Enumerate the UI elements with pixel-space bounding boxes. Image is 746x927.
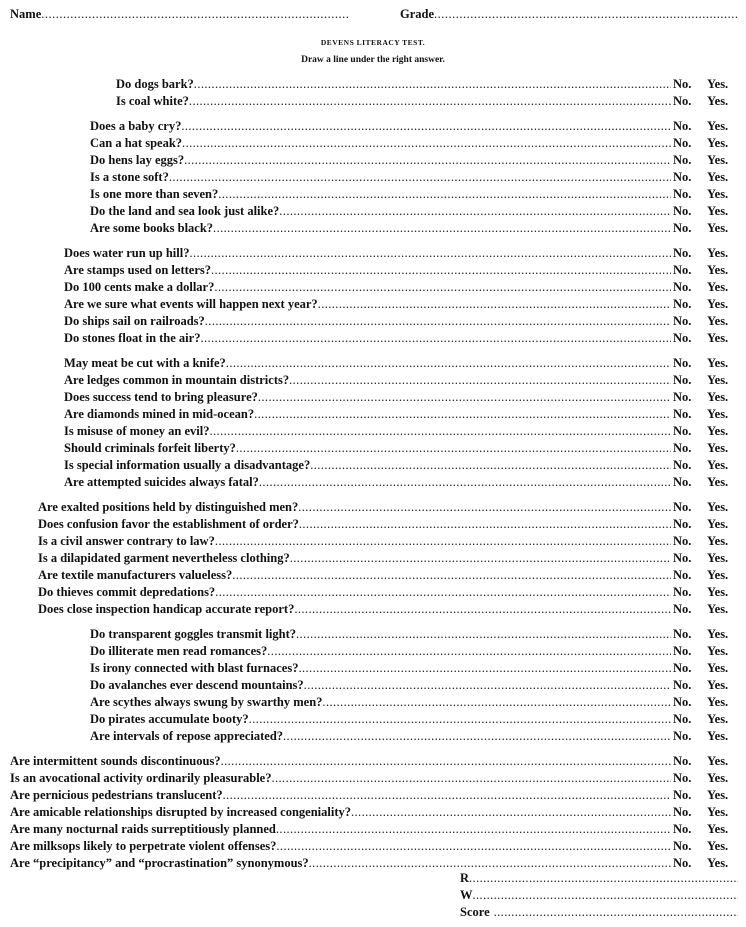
answer-yes[interactable]: Yes.	[707, 424, 729, 438]
dotted-leader	[310, 457, 671, 474]
question-row	[0, 533, 746, 550]
answer-yes[interactable]: Yes.	[707, 246, 729, 260]
header-line	[10, 6, 738, 24]
answer-yes[interactable]: Yes.	[707, 517, 729, 531]
question-row	[0, 821, 746, 838]
question-row	[0, 423, 746, 440]
dotted-leader	[289, 372, 671, 389]
answer-yes[interactable]: Yes.	[707, 187, 729, 201]
answer-yes[interactable]: Yes.	[707, 695, 729, 709]
question-group	[0, 355, 746, 491]
question-text: Are textile manufacturers valueless?	[38, 568, 233, 582]
question-text: Is one more than seven?	[90, 187, 219, 201]
dotted-leader	[169, 169, 671, 186]
question-text: Are stamps used on letters?	[64, 263, 211, 277]
dotted-leader	[189, 93, 671, 110]
answer-yes[interactable]: Yes.	[707, 221, 729, 235]
answer-no[interactable]: No.	[673, 136, 692, 150]
answer-no[interactable]: No.	[673, 407, 692, 421]
question-row	[0, 804, 746, 821]
answer-no[interactable]: No.	[673, 187, 692, 201]
question-row	[0, 76, 746, 93]
question-text: Does a baby cry?	[90, 119, 182, 133]
question-text: Do transparent goggles transmit light?	[90, 627, 297, 641]
question-row	[0, 550, 746, 567]
question-text: Are scythes always swung by swarthy men?	[90, 695, 323, 709]
question-row	[0, 135, 746, 152]
question-text: Do avalanches ever descend mountains?	[90, 678, 304, 692]
answer-yes[interactable]: Yes.	[707, 729, 729, 743]
dotted-leader	[351, 804, 671, 821]
question-row	[0, 262, 746, 279]
question-row	[0, 567, 746, 584]
answer-yes[interactable]: Yes.	[707, 805, 729, 819]
question-row	[0, 169, 746, 186]
answer-no[interactable]: No.	[673, 170, 692, 184]
dotted-leader	[318, 296, 671, 313]
answer-no[interactable]: No.	[673, 805, 692, 819]
answer-no[interactable]: No.	[673, 661, 692, 675]
question-row	[0, 296, 746, 313]
answer-yes[interactable]: Yes.	[707, 754, 729, 768]
dotted-leader	[258, 389, 671, 406]
question-row	[0, 474, 746, 491]
question-row	[0, 186, 746, 203]
dotted-leader	[226, 355, 671, 372]
grade-label: Grade	[400, 7, 435, 21]
dotted-leader	[267, 643, 671, 660]
score-field[interactable]	[460, 904, 738, 921]
question-text: Is special information usually a disadvantage?	[64, 458, 311, 472]
answer-yes[interactable]: Yes.	[707, 356, 729, 370]
question-text: Are intermittent sounds discontinuous?	[10, 754, 221, 768]
dotted-leader	[322, 694, 671, 711]
answer-no[interactable]: No.	[673, 390, 692, 404]
dotted-leader	[276, 838, 671, 855]
question-text: Is an avocational activity ordinarily pleasurable?	[10, 771, 272, 785]
answer-yes[interactable]: Yes.	[707, 627, 729, 641]
answer-no[interactable]: No.	[673, 568, 692, 582]
answer-no[interactable]: No.	[673, 585, 692, 599]
dotted-leader	[254, 406, 671, 423]
question-row	[0, 279, 746, 296]
answer-yes[interactable]: Yes.	[707, 788, 729, 802]
answer-yes[interactable]: Yes.	[707, 602, 729, 616]
answer-yes[interactable]: Yes.	[707, 441, 729, 455]
answer-no[interactable]: No.	[673, 729, 692, 743]
name-dotted-line	[41, 6, 350, 23]
dotted-leader	[299, 516, 671, 533]
question-row	[0, 660, 746, 677]
question-row	[0, 677, 746, 694]
answer-yes[interactable]: Yes.	[707, 475, 729, 489]
question-row	[0, 152, 746, 169]
dotted-leader	[214, 279, 671, 296]
question-text: Do ships sail on railroads?	[64, 314, 205, 328]
dotted-leader	[184, 152, 671, 169]
dotted-leader	[215, 584, 671, 601]
dotted-leader	[279, 203, 671, 220]
question-text: Do stones float in the air?	[64, 331, 201, 345]
answer-no[interactable]: No.	[673, 458, 692, 472]
dotted-leader	[236, 440, 671, 457]
instruction: Draw a line under the right answer.	[301, 55, 445, 65]
score-box	[460, 870, 738, 921]
dotted-leader	[218, 186, 671, 203]
question-text: Do thieves commit depredations?	[38, 585, 216, 599]
answer-no[interactable]: No.	[673, 314, 692, 328]
question-text: Do illiterate men read romances?	[90, 644, 268, 658]
right-count-dotted-line	[469, 870, 738, 887]
dotted-leader	[290, 550, 671, 567]
right-count-label: R	[460, 871, 470, 885]
answer-yes[interactable]: Yes.	[707, 551, 729, 565]
question-row	[0, 728, 746, 745]
dotted-leader	[210, 423, 672, 440]
question-row	[0, 753, 746, 770]
answer-no[interactable]: No.	[673, 77, 692, 91]
test-title: DEVENS LITERACY TEST.	[320, 38, 426, 47]
question-row	[0, 440, 746, 457]
dotted-leader	[211, 262, 671, 279]
question-text: Are pernicious pedestrians translucent?	[10, 788, 223, 802]
answer-no[interactable]: No.	[673, 678, 692, 692]
question-text: Does confusion favor the establishment of order?	[38, 517, 299, 531]
question-group	[0, 76, 746, 110]
question-text: Are many nocturnal raids surreptitiously planned	[10, 822, 276, 836]
question-text: Are we sure what events will happen next year?	[64, 297, 318, 311]
question-text: Does close inspection handicap accurate report?	[38, 602, 295, 616]
question-text: Do the land and sea look just alike?	[90, 204, 280, 218]
answer-no[interactable]: No.	[673, 424, 692, 438]
question-row	[0, 770, 746, 787]
question-row	[0, 313, 746, 330]
question-text: Do dogs bark?	[116, 77, 194, 91]
question-text: Is a stone soft?	[90, 170, 169, 184]
answer-no[interactable]: No.	[673, 788, 692, 802]
answer-no[interactable]: No.	[673, 644, 692, 658]
answer-no[interactable]: No.	[673, 534, 692, 548]
answer-yes[interactable]: Yes.	[707, 390, 729, 404]
answer-yes[interactable]: Yes.	[707, 373, 729, 387]
answer-no[interactable]: No.	[673, 204, 692, 218]
wrong-count-dotted-line	[473, 887, 739, 904]
question-text: Should criminals forfeit liberty?	[64, 441, 236, 455]
question-text: Are “precipitancy” and “procrastination” synonymous?	[10, 856, 309, 870]
answer-no[interactable]: No.	[673, 839, 692, 853]
question-text: Does success tend to bring pleasure?	[64, 390, 258, 404]
question-text: Does water run up hill?	[64, 246, 190, 260]
question-group	[0, 118, 746, 237]
answer-yes[interactable]: Yes.	[707, 119, 729, 133]
dotted-leader	[294, 601, 671, 618]
question-row	[0, 406, 746, 423]
answer-no[interactable]: No.	[673, 602, 692, 616]
answer-yes[interactable]: Yes.	[707, 263, 729, 277]
dotted-leader	[200, 330, 671, 347]
answer-yes[interactable]: Yes.	[707, 170, 729, 184]
answer-yes[interactable]: Yes.	[707, 678, 729, 692]
score-dotted-line	[490, 904, 738, 921]
grade-field[interactable]	[400, 6, 738, 23]
question-text: Is coal white?	[116, 94, 189, 108]
answer-yes[interactable]: Yes.	[707, 280, 729, 294]
question-row	[0, 203, 746, 220]
answer-yes[interactable]: Yes.	[707, 77, 729, 91]
answer-yes[interactable]: Yes.	[707, 204, 729, 218]
answer-no[interactable]: No.	[673, 153, 692, 167]
answer-yes[interactable]: Yes.	[707, 500, 729, 514]
question-text: Is a civil answer contrary to law?	[38, 534, 215, 548]
answer-yes[interactable]: Yes.	[707, 712, 729, 726]
question-group	[0, 626, 746, 745]
question-row	[0, 643, 746, 660]
dotted-leader	[223, 787, 671, 804]
dotted-leader	[189, 245, 671, 262]
question-row	[0, 93, 746, 110]
question-text: Are amicable relationships disrupted by increased congeniality?	[10, 805, 351, 819]
question-text: Is a dilapidated garment nevertheless clothing?	[38, 551, 290, 565]
answer-no[interactable]: No.	[673, 551, 692, 565]
dotted-leader	[232, 567, 671, 584]
answer-yes[interactable]: Yes.	[707, 94, 729, 108]
question-row	[0, 372, 746, 389]
answer-no[interactable]: No.	[673, 822, 692, 836]
answer-no[interactable]: No.	[673, 246, 692, 260]
dotted-leader	[276, 821, 671, 838]
dotted-leader	[221, 753, 671, 770]
question-text: Can a hat speak?	[90, 136, 183, 150]
answer-yes[interactable]: Yes.	[707, 856, 729, 870]
dotted-leader	[194, 76, 671, 93]
answer-no[interactable]: No.	[673, 771, 692, 785]
question-row	[0, 601, 746, 618]
answer-yes[interactable]: Yes.	[707, 136, 729, 150]
question-row	[0, 457, 746, 474]
question-text: Are some books black?	[90, 221, 214, 235]
question-row	[0, 330, 746, 347]
answer-no[interactable]: No.	[673, 297, 692, 311]
answer-yes[interactable]: Yes.	[707, 839, 729, 853]
dotted-leader	[259, 474, 671, 491]
question-text: May meat be cut with a knife?	[64, 356, 226, 370]
question-row	[0, 118, 746, 135]
question-group	[0, 499, 746, 618]
answer-yes[interactable]: Yes.	[707, 661, 729, 675]
answer-no[interactable]: No.	[673, 754, 692, 768]
dotted-leader	[213, 220, 671, 237]
answer-no[interactable]: No.	[673, 695, 692, 709]
dotted-leader	[181, 118, 671, 135]
answer-yes[interactable]: Yes.	[707, 153, 729, 167]
answer-no[interactable]: No.	[673, 856, 692, 870]
answer-no[interactable]: No.	[673, 441, 692, 455]
dotted-leader	[296, 626, 671, 643]
score-label: Score	[460, 905, 490, 919]
question-row	[0, 245, 746, 262]
answer-no[interactable]: No.	[673, 280, 692, 294]
question-row	[0, 220, 746, 237]
right-count-field[interactable]	[460, 870, 738, 887]
dotted-leader	[298, 660, 671, 677]
answer-no[interactable]: No.	[673, 475, 692, 489]
answer-yes[interactable]: Yes.	[707, 407, 729, 421]
dotted-leader	[249, 711, 671, 728]
question-text: Do 100 cents make a dollar?	[64, 280, 215, 294]
dotted-leader	[304, 677, 671, 694]
answer-no[interactable]: No.	[673, 500, 692, 514]
grade-dotted-line	[434, 6, 738, 23]
answer-no[interactable]: No.	[673, 627, 692, 641]
answer-yes[interactable]: Yes.	[707, 822, 729, 836]
answer-yes[interactable]: Yes.	[707, 314, 729, 328]
question-row	[0, 694, 746, 711]
answer-no[interactable]: No.	[673, 221, 692, 235]
answer-no[interactable]: No.	[673, 94, 692, 108]
answer-yes[interactable]: Yes.	[707, 297, 729, 311]
answer-no[interactable]: No.	[673, 517, 692, 531]
question-row	[0, 355, 746, 372]
answer-yes[interactable]: Yes.	[707, 568, 729, 582]
question-text: Do pirates accumulate booty?	[90, 712, 249, 726]
answer-no[interactable]: No.	[673, 373, 692, 387]
answer-yes[interactable]: Yes.	[707, 331, 729, 345]
question-row	[0, 499, 746, 516]
question-text: Are attempted suicides always fatal?	[64, 475, 259, 489]
answer-no[interactable]: No.	[673, 263, 692, 277]
wrong-count-field[interactable]	[460, 887, 738, 904]
wrong-count-label: W	[460, 888, 473, 902]
question-row	[0, 711, 746, 728]
answer-yes[interactable]: Yes.	[707, 458, 729, 472]
answer-yes[interactable]: Yes.	[707, 534, 729, 548]
answer-no[interactable]: No.	[673, 712, 692, 726]
question-text: Are diamonds mined in mid-ocean?	[64, 407, 255, 421]
question-row	[0, 838, 746, 855]
answer-yes[interactable]: Yes.	[707, 771, 729, 785]
answer-no[interactable]: No.	[673, 119, 692, 133]
dotted-leader	[271, 770, 671, 787]
question-text: Is irony connected with blast furnaces?	[90, 661, 299, 675]
dotted-leader	[205, 313, 671, 330]
name-field[interactable]	[10, 6, 350, 23]
question-row	[0, 584, 746, 601]
question-text: Do hens lay eggs?	[90, 153, 185, 167]
name-label: Name	[10, 7, 42, 21]
dotted-leader	[182, 135, 671, 152]
dotted-leader	[215, 533, 671, 550]
question-row	[0, 626, 746, 643]
question-row	[0, 787, 746, 804]
question-text: Are exalted positions held by distinguished men?	[38, 500, 299, 514]
question-list	[0, 76, 746, 880]
dotted-leader	[298, 499, 671, 516]
question-text: Is misuse of money an evil?	[64, 424, 210, 438]
question-group	[0, 753, 746, 872]
question-row	[0, 516, 746, 533]
question-text: Are milksops likely to perpetrate violent offenses?	[10, 839, 277, 853]
question-group	[0, 245, 746, 347]
question-row	[0, 389, 746, 406]
question-text: Are ledges common in mountain districts?	[64, 373, 290, 387]
question-text: Are intervals of repose appreciated?	[90, 729, 284, 743]
answer-no[interactable]: No.	[673, 331, 692, 345]
answer-yes[interactable]: Yes.	[707, 585, 729, 599]
answer-yes[interactable]: Yes.	[707, 644, 729, 658]
answer-no[interactable]: No.	[673, 356, 692, 370]
dotted-leader	[283, 728, 671, 745]
